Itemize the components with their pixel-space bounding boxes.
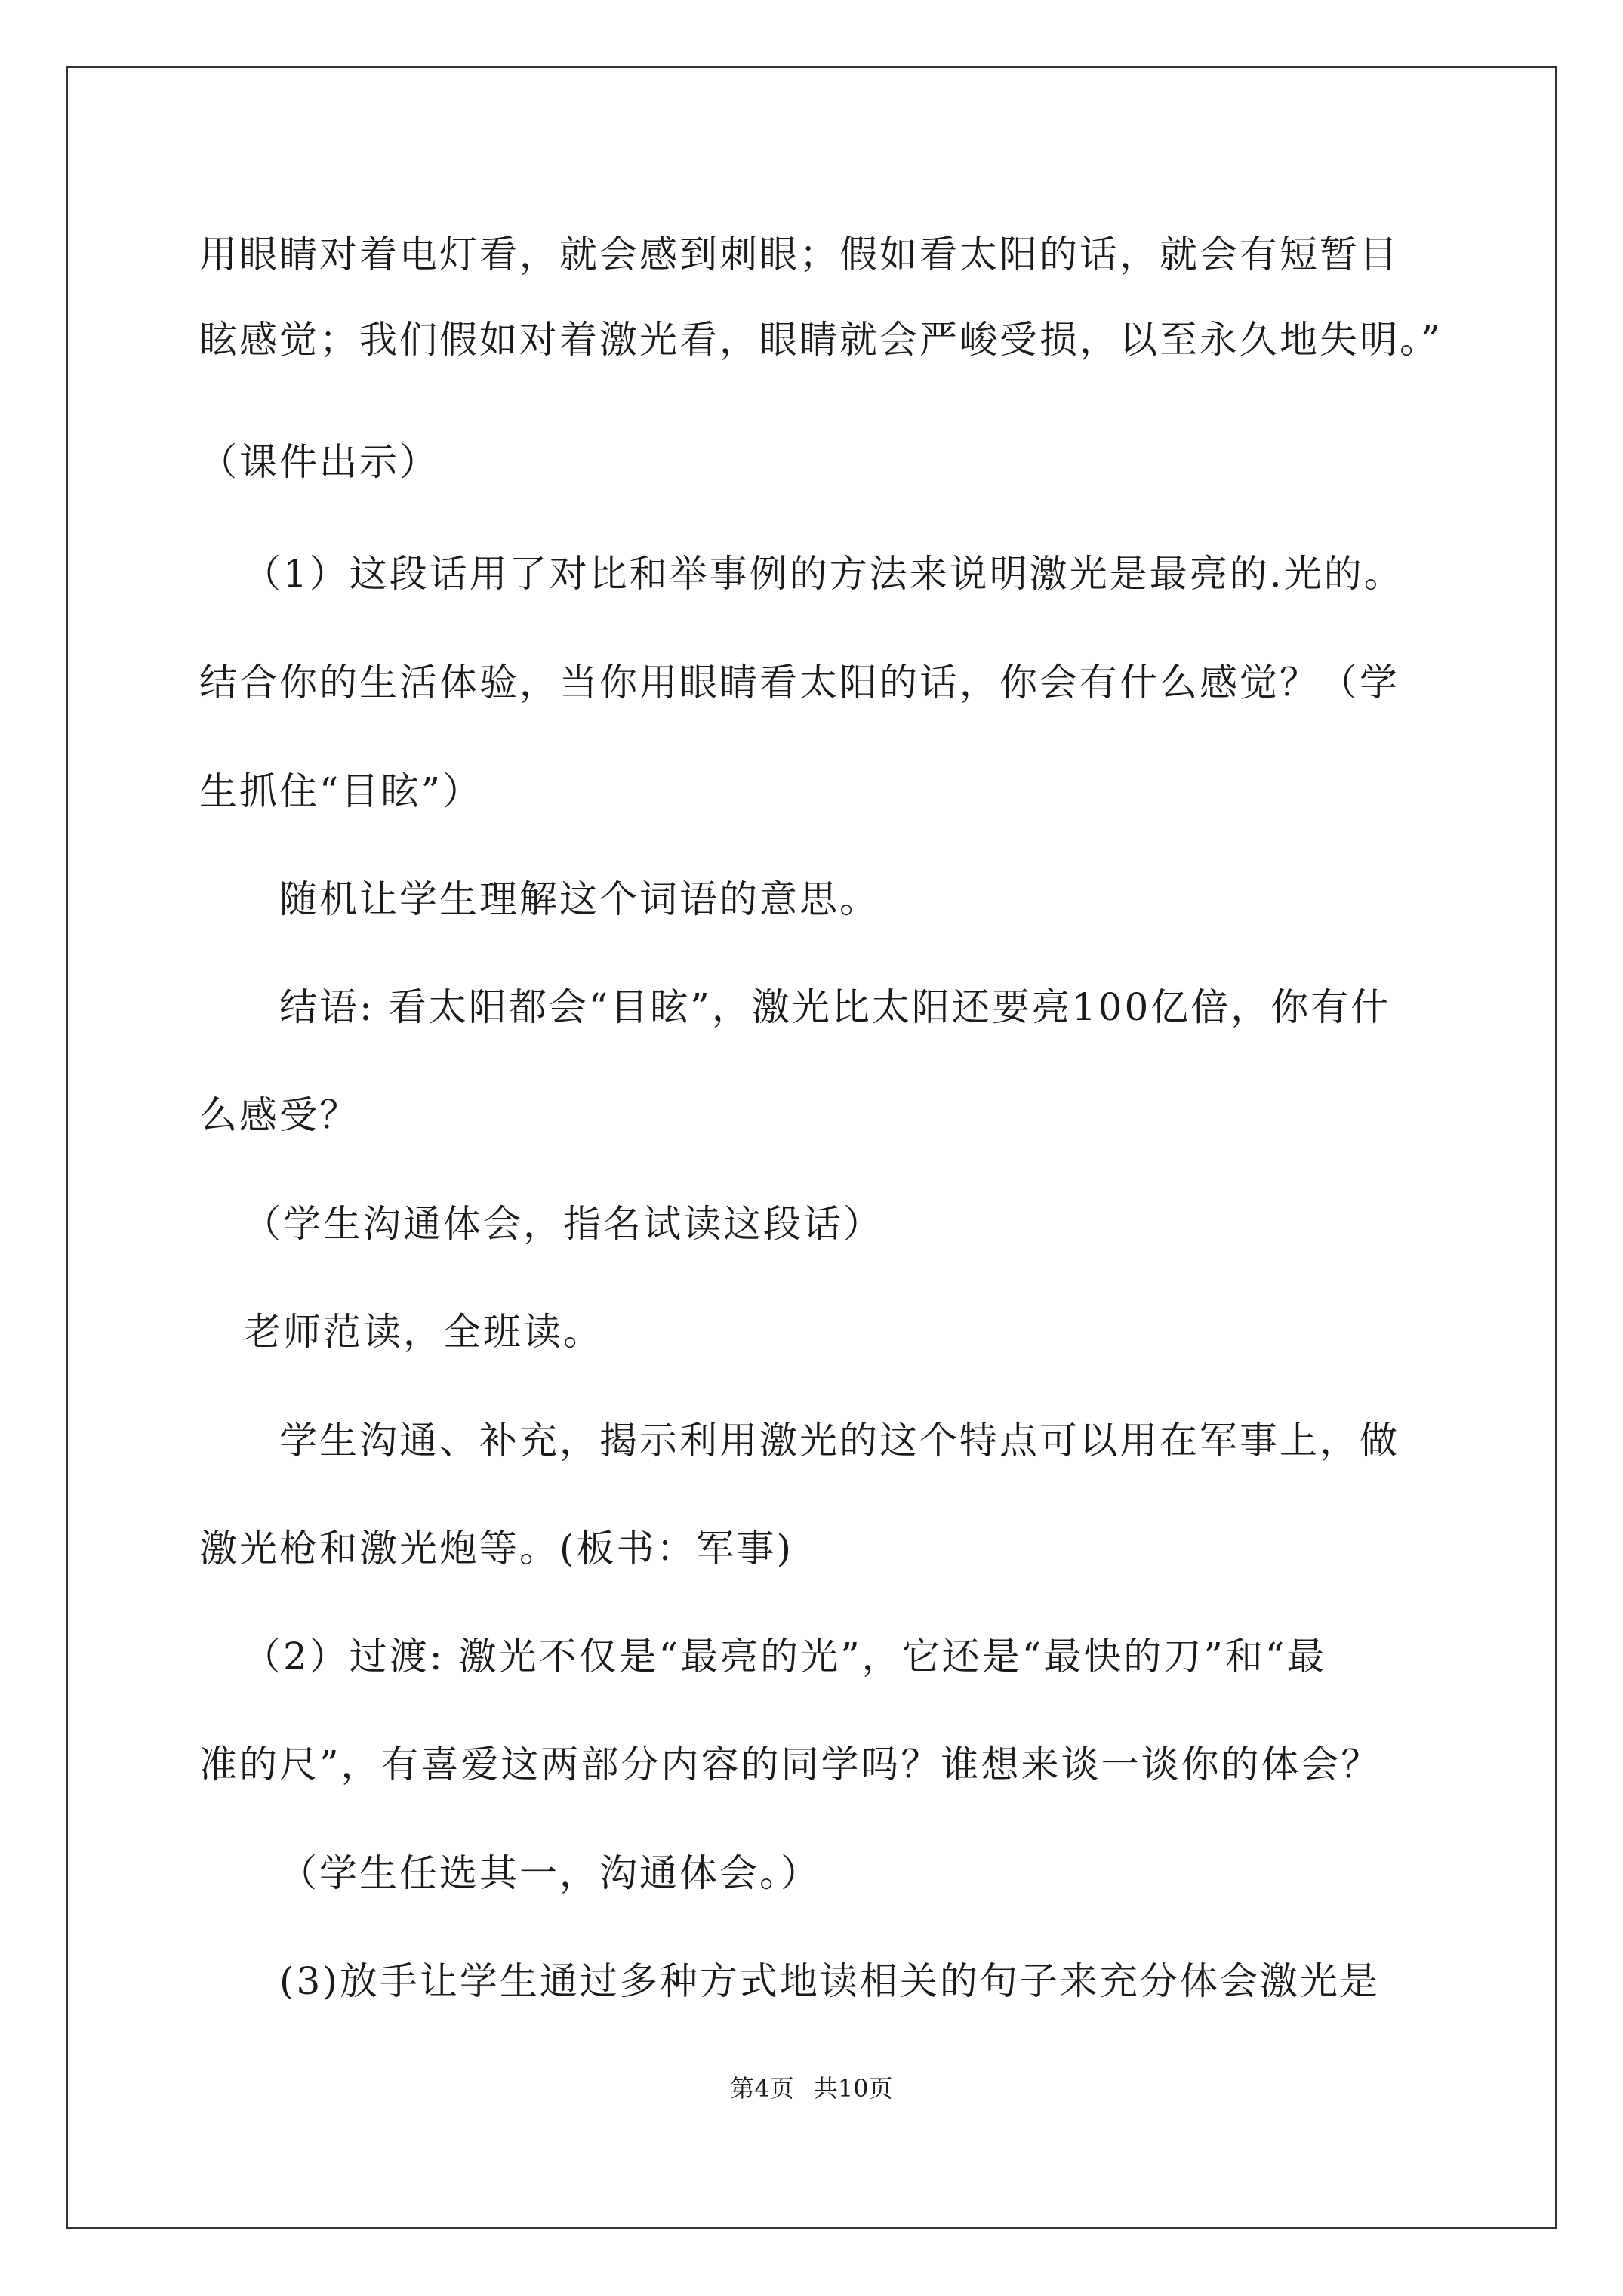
body-line-17: (3)放手让学生通过多种方式地读相关的句子来充分体会激光是	[279, 1959, 1380, 2003]
body-line-12: 学生沟通、补充，揭示利用激光的这个特点可以用在军事上，做	[279, 1419, 1400, 1462]
body-line-3: （课件出示）	[199, 440, 439, 484]
body-line-4: （1）这段话用了对比和举事例的方法来说明激光是最亮的.光的。	[243, 552, 1404, 596]
body-line-7: 随机让学生理解这个词语的意思。	[279, 877, 879, 921]
body-line-10: （学生沟通体会，指名试读这段话）	[243, 1202, 883, 1246]
body-line-16: （学生任选其一，沟通体会。）	[279, 1851, 821, 1895]
body-line-15: 准的尺”，有喜爱这两部分内容的同学吗？谁想来谈一谈你的体会？	[199, 1743, 1381, 1786]
body-line-1: 用眼睛对着电灯看，就会感到刺眼；假如看太阳的话，就会有短暂目	[199, 233, 1400, 276]
body-line-5: 结合你的生活体验，当你用眼睛看太阳的话，你会有什么感觉？（学	[199, 661, 1400, 704]
body-line-13: 激光枪和激光炮等。(板书：军事)	[199, 1527, 794, 1570]
body-line-11: 老师范读，全班读。	[243, 1310, 603, 1354]
body-line-14: （2）过渡: 激光不仅是“最亮的光”，它还是“最快的刀”和“最	[243, 1635, 1327, 1678]
page-footer	[0, 2073, 1623, 2103]
body-line-8: 结语: 看太阳都会“目眩”，激光比太阳还要亮100亿倍，你有什	[279, 985, 1391, 1029]
body-line-9: 么感受？	[199, 1093, 359, 1137]
page-total: 共10页	[813, 2074, 893, 2103]
body-line-6: 生抓住“目眩”）	[199, 769, 483, 813]
body-line-2: 眩感觉；我们假如对着激光看，眼睛就会严峻受损，以至永久地失明。”	[199, 318, 1443, 362]
page-border	[66, 66, 1557, 2229]
page-number: 第4页	[730, 2074, 794, 2103]
